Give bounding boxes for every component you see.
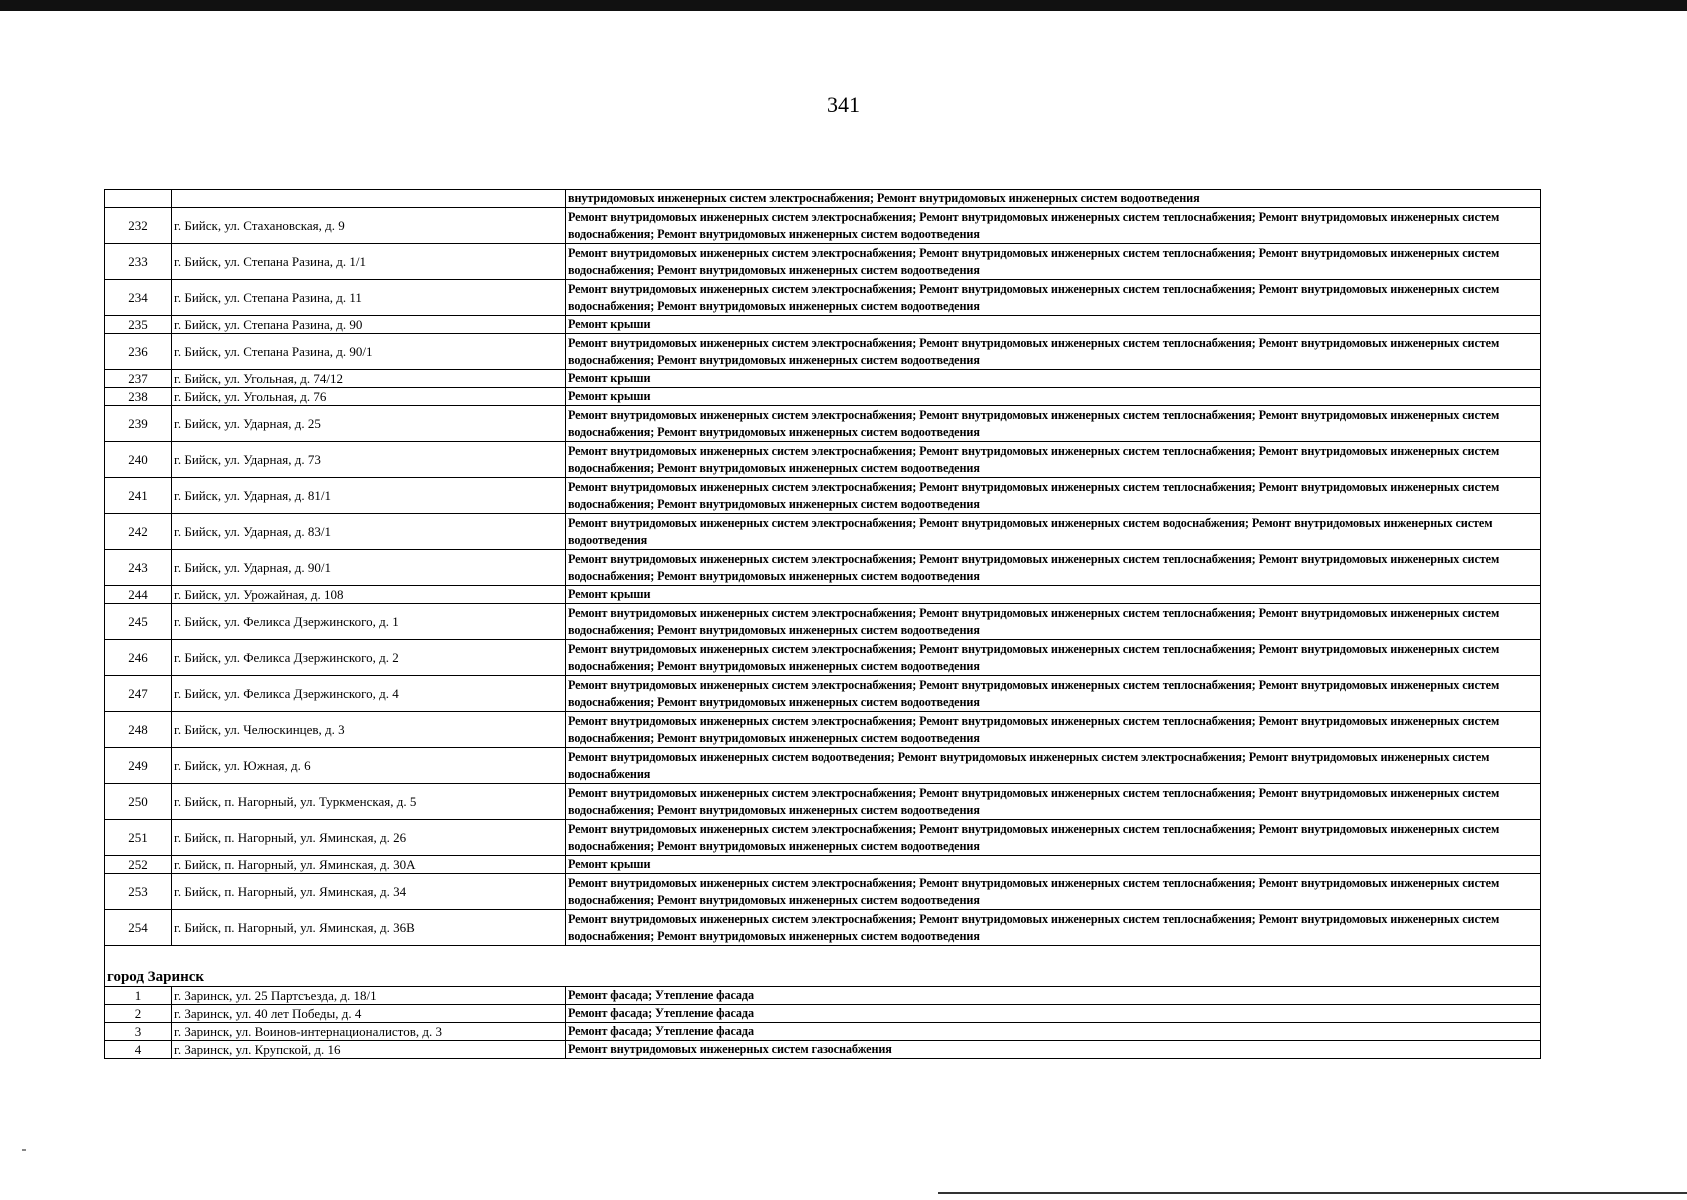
table-row: [105, 640, 1541, 676]
row-work: Ремонт внутридомовых инженерных систем электроснабжения; Ремонт внутридомовых инженерных систем теплоснабжения; Ремонт внутридомовых инженерных систем водоснабжения; Ремонт внутридомовых инженерных систем водоотведения: [566, 676, 1541, 712]
row-work: Ремонт внутридомовых инженерных систем электроснабжения; Ремонт внутридомовых инженерных систем теплоснабжения; Ремонт внутридомовых инженерных систем водоснабжения; Ремонт внутридомовых инженерных систем водоотведения: [566, 550, 1541, 586]
row-number: 250: [105, 784, 172, 820]
row-work: Ремонт внутридомовых инженерных систем электроснабжения; Ремонт внутридомовых инженерных систем теплоснабжения; Ремонт внутридомовых инженерных систем водоснабжения; Ремонт внутридомовых инженерных систем водоотведения: [566, 640, 1541, 676]
row-number: 243: [105, 550, 172, 586]
table-row: [105, 208, 1541, 244]
row-work: Ремонт внутридомовых инженерных систем электроснабжения; Ремонт внутридомовых инженерных систем теплоснабжения; Ремонт внутридомовых инженерных систем водоснабжения; Ремонт внутридомовых инженерных систем водоотведения: [566, 334, 1541, 370]
table-row: [105, 442, 1541, 478]
section-title: город Заринск: [105, 946, 1541, 987]
row-address: г. Бийск, ул. Степана Разина, д. 90: [172, 316, 566, 334]
row-work: Ремонт внутридомовых инженерных систем электроснабжения; Ремонт внутридомовых инженерных систем теплоснабжения; Ремонт внутридомовых инженерных систем водоснабжения; Ремонт внутридомовых инженерных систем водоотведения: [566, 442, 1541, 478]
row-work: Ремонт крыши: [566, 316, 1541, 334]
table-row: [105, 244, 1541, 280]
row-work: Ремонт фасада; Утепление фасада: [566, 987, 1541, 1005]
row-address: г. Бийск, ул. Феликса Дзержинского, д. 1: [172, 604, 566, 640]
row-work: Ремонт фасада; Утепление фасада: [566, 1005, 1541, 1023]
row-work: Ремонт внутридомовых инженерных систем газоснабжения: [566, 1041, 1541, 1059]
row-number: 4: [105, 1041, 172, 1059]
row-work: Ремонт фасада; Утепление фасада: [566, 1023, 1541, 1041]
section-row: [105, 946, 1541, 987]
row-address: г. Бийск, ул. Ударная, д. 81/1: [172, 478, 566, 514]
row-number: 2: [105, 1005, 172, 1023]
row-number: 237: [105, 370, 172, 388]
row-work: Ремонт внутридомовых инженерных систем электроснабжения; Ремонт внутридомовых инженерных систем водоснабжения; Ремонт внутридомовых инженерных систем водоотведения: [566, 514, 1541, 550]
row-address: [172, 190, 566, 208]
row-address: г. Заринск, ул. Воинов-интернационалистов, д. 3: [172, 1023, 566, 1041]
row-number: 245: [105, 604, 172, 640]
row-number: 251: [105, 820, 172, 856]
row-number: 234: [105, 280, 172, 316]
table-row: [105, 987, 1541, 1005]
row-work: Ремонт крыши: [566, 586, 1541, 604]
row-address: г. Бийск, ул. Урожайная, д. 108: [172, 586, 566, 604]
table-row: [105, 550, 1541, 586]
row-work: внутридомовых инженерных систем электроснабжения; Ремонт внутридомовых инженерных систем водоотведения: [566, 190, 1541, 208]
table-row: [105, 334, 1541, 370]
row-work: Ремонт внутридомовых инженерных систем электроснабжения; Ремонт внутридомовых инженерных систем теплоснабжения; Ремонт внутридомовых инженерных систем водоснабжения; Ремонт внутридомовых инженерных систем водоотведения: [566, 406, 1541, 442]
row-address: г. Бийск, ул. Степана Разина, д. 90/1: [172, 334, 566, 370]
table-row: [105, 604, 1541, 640]
row-work: Ремонт внутридомовых инженерных систем электроснабжения; Ремонт внутридомовых инженерных систем теплоснабжения; Ремонт внутридомовых инженерных систем водоснабжения; Ремонт внутридомовых инженерных систем водоотведения: [566, 478, 1541, 514]
table-row: [105, 712, 1541, 748]
row-number: 233: [105, 244, 172, 280]
table-row: [105, 784, 1541, 820]
row-work: Ремонт крыши: [566, 856, 1541, 874]
table-row: [105, 1023, 1541, 1041]
row-work: Ремонт внутридомовых инженерных систем электроснабжения; Ремонт внутридомовых инженерных систем теплоснабжения; Ремонт внутридомовых инженерных систем водоснабжения; Ремонт внутридомовых инженерных систем водоотведения: [566, 784, 1541, 820]
row-address: г. Бийск, п. Нагорный, ул. Яминская, д. 34: [172, 874, 566, 910]
row-number: 242: [105, 514, 172, 550]
table-row: [105, 316, 1541, 334]
scan-speck: [22, 1149, 26, 1151]
row-address: г. Заринск, ул. Крупской, д. 16: [172, 1041, 566, 1059]
biysk-rows: [105, 190, 1541, 946]
row-work: Ремонт внутридомовых инженерных систем электроснабжения; Ремонт внутридомовых инженерных систем теплоснабжения; Ремонт внутридомовых инженерных систем водоснабжения; Ремонт внутридомовых инженерных систем водоотведения: [566, 820, 1541, 856]
row-address: г. Бийск, п. Нагорный, ул. Яминская, д. 26: [172, 820, 566, 856]
scan-bottom-edge: [938, 1192, 1687, 1194]
table-row: [105, 478, 1541, 514]
row-address: г. Бийск, ул. Ударная, д. 73: [172, 442, 566, 478]
row-address: г. Бийск, ул. Феликса Дзержинского, д. 4: [172, 676, 566, 712]
row-number: 236: [105, 334, 172, 370]
row-number: 232: [105, 208, 172, 244]
row-address: г. Бийск, ул. Ударная, д. 83/1: [172, 514, 566, 550]
scan-top-edge: [0, 0, 1687, 11]
row-work: Ремонт внутридомовых инженерных систем электроснабжения; Ремонт внутридомовых инженерных систем теплоснабжения; Ремонт внутридомовых инженерных систем водоснабжения; Ремонт внутридомовых инженерных систем водоотведения: [566, 910, 1541, 946]
row-number: 244: [105, 586, 172, 604]
table-row: [105, 874, 1541, 910]
row-number: 252: [105, 856, 172, 874]
row-number: 248: [105, 712, 172, 748]
table-row: [105, 190, 1541, 208]
row-address: г. Бийск, п. Нагорный, ул. Яминская, д. 30А: [172, 856, 566, 874]
row-address: г. Бийск, ул. Угольная, д. 76: [172, 388, 566, 406]
row-number: 254: [105, 910, 172, 946]
row-address: г. Бийск, ул. Степана Разина, д. 11: [172, 280, 566, 316]
row-number: 3: [105, 1023, 172, 1041]
row-work: Ремонт внутридомовых инженерных систем электроснабжения; Ремонт внутридомовых инженерных систем теплоснабжения; Ремонт внутридомовых инженерных систем водоснабжения; Ремонт внутридомовых инженерных систем водоотведения: [566, 874, 1541, 910]
row-address: г. Бийск, п. Нагорный, ул. Туркменская, д. 5: [172, 784, 566, 820]
row-number: 235: [105, 316, 172, 334]
row-work: Ремонт внутридомовых инженерных систем электроснабжения; Ремонт внутридомовых инженерных систем теплоснабжения; Ремонт внутридомовых инженерных систем водоснабжения; Ремонт внутридомовых инженерных систем водоотведения: [566, 604, 1541, 640]
table-row: [105, 910, 1541, 946]
repair-program-table: [104, 189, 1541, 1059]
table-row: [105, 820, 1541, 856]
table-row: [105, 1005, 1541, 1023]
table-row: [105, 748, 1541, 784]
table-row: [105, 676, 1541, 712]
table-row: [105, 1041, 1541, 1059]
table-row: [105, 406, 1541, 442]
row-number: 246: [105, 640, 172, 676]
row-address: г. Бийск, ул. Стахановская, д. 9: [172, 208, 566, 244]
row-address: г. Бийск, ул. Угольная, д. 74/12: [172, 370, 566, 388]
row-number: 247: [105, 676, 172, 712]
table-row: [105, 586, 1541, 604]
row-address: г. Бийск, ул. Ударная, д. 25: [172, 406, 566, 442]
page-number: 341: [827, 92, 860, 117]
row-work: Ремонт внутридомовых инженерных систем водоотведения; Ремонт внутридомовых инженерных систем электроснабжения; Ремонт внутридомовых инженерных систем водоснабжения: [566, 748, 1541, 784]
row-work: Ремонт внутридомовых инженерных систем электроснабжения; Ремонт внутридомовых инженерных систем теплоснабжения; Ремонт внутридомовых инженерных систем водоснабжения; Ремонт внутридомовых инженерных систем водоотведения: [566, 208, 1541, 244]
row-number: 240: [105, 442, 172, 478]
table-row: [105, 514, 1541, 550]
row-work: Ремонт внутридомовых инженерных систем электроснабжения; Ремонт внутридомовых инженерных систем теплоснабжения; Ремонт внутридомовых инженерных систем водоснабжения; Ремонт внутридомовых инженерных систем водоотведения: [566, 712, 1541, 748]
row-address: г. Бийск, ул. Челюскинцев, д. 3: [172, 712, 566, 748]
row-address: г. Бийск, ул. Феликса Дзержинского, д. 2: [172, 640, 566, 676]
table-row: [105, 370, 1541, 388]
row-address: г. Бийск, ул. Южная, д. 6: [172, 748, 566, 784]
row-number: 241: [105, 478, 172, 514]
row-address: г. Бийск, п. Нагорный, ул. Яминская, д. 36В: [172, 910, 566, 946]
row-number: 238: [105, 388, 172, 406]
row-number: 249: [105, 748, 172, 784]
row-work: Ремонт внутридомовых инженерных систем электроснабжения; Ремонт внутридомовых инженерных систем теплоснабжения; Ремонт внутридомовых инженерных систем водоснабжения; Ремонт внутридомовых инженерных систем водоотведения: [566, 280, 1541, 316]
table-row: [105, 388, 1541, 406]
zarinsk-rows: [105, 987, 1541, 1059]
row-number: 1: [105, 987, 172, 1005]
row-work: Ремонт внутридомовых инженерных систем электроснабжения; Ремонт внутридомовых инженерных систем теплоснабжения; Ремонт внутридомовых инженерных систем водоснабжения; Ремонт внутридомовых инженерных систем водоотведения: [566, 244, 1541, 280]
row-address: г. Бийск, ул. Степана Разина, д. 1/1: [172, 244, 566, 280]
row-address: г. Заринск, ул. 40 лет Победы, д. 4: [172, 1005, 566, 1023]
table-row: [105, 280, 1541, 316]
row-address: г. Заринск, ул. 25 Партсъезда, д. 18/1: [172, 987, 566, 1005]
row-number: 239: [105, 406, 172, 442]
row-number: [105, 190, 172, 208]
row-work: Ремонт крыши: [566, 388, 1541, 406]
row-address: г. Бийск, ул. Ударная, д. 90/1: [172, 550, 566, 586]
row-work: Ремонт крыши: [566, 370, 1541, 388]
row-number: 253: [105, 874, 172, 910]
section-header: [105, 946, 1541, 987]
table-row: [105, 856, 1541, 874]
